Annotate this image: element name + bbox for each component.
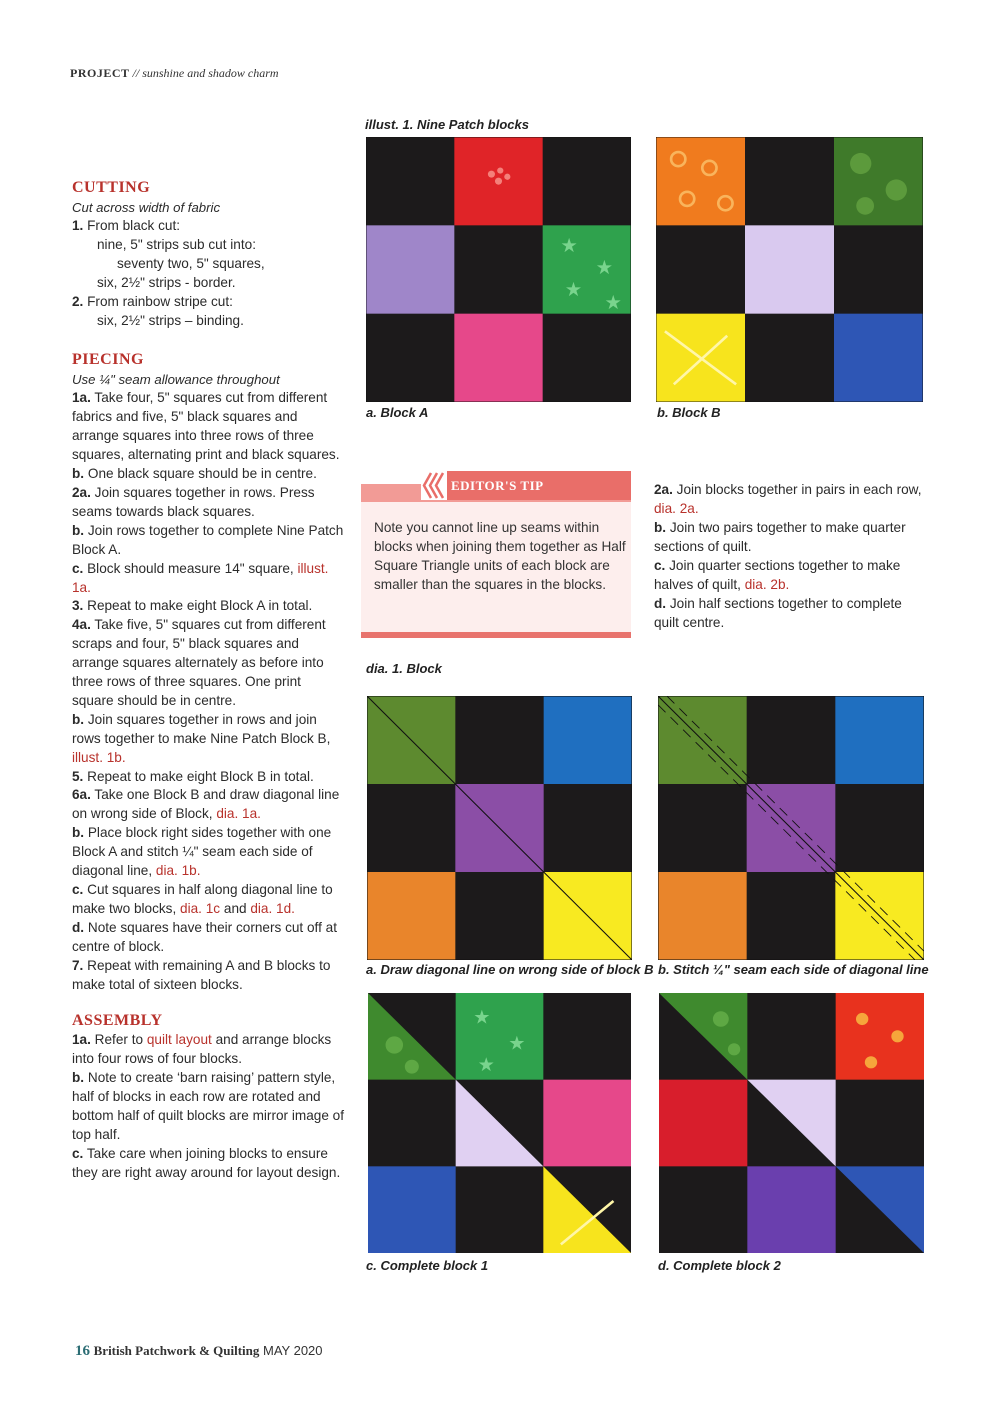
caption-block-b: b. Block B — [657, 405, 721, 420]
assembly-step: d. Join half sections together to complete quilt centre. — [654, 596, 902, 630]
assembly-heading: ASSEMBLY — [72, 1012, 163, 1030]
magazine-name: British Patchwork & Quilting — [93, 1343, 260, 1358]
svg-text:★ — [508, 1033, 525, 1054]
dia-1d-illustration — [659, 993, 924, 1253]
dia-1-title: dia. 1. Block — [366, 661, 442, 676]
piecing-step: 7. Repeat with remaining A and B blocks to make total of sixteen blocks. — [72, 957, 331, 992]
editors-tip-label: EDITOR'S TIP — [421, 471, 631, 500]
caption-block-a: a. Block A — [366, 405, 429, 420]
svg-text:★ — [605, 292, 622, 314]
project-label: PROJECT — [70, 66, 130, 80]
project-title: sunshine and shadow charm — [142, 66, 279, 80]
ref-dia-1c: dia. 1c — [180, 900, 221, 916]
svg-text:★ — [478, 1055, 495, 1076]
caption-dia-1b: b. Stitch ¼" seam each side of diagonal line — [658, 962, 929, 977]
svg-text:★ — [473, 1007, 490, 1028]
assembly-step: b. Note to create ‘barn raising’ pattern style, half of blocks in each row are rotated and bottom half of quilt blocks are mirror image of top half. — [72, 1070, 344, 1142]
cutting-note: Cut across width of fabric — [72, 200, 221, 215]
piecing-step: c. Cut squares in half along diagonal line to make two blocks, dia. 1c and dia. 1d. — [72, 882, 333, 916]
ref-dia-1b: dia. 1b. — [155, 863, 201, 879]
svg-text:★ — [565, 279, 582, 301]
piecing-step: 4a. Take five, 5" squares cut from different scraps and four, 5" black squares and arrange squares alternately as before into three rows of three squares. One print square should be in centre. — [72, 617, 326, 708]
dia-1c-illustration — [368, 993, 631, 1253]
caption-dia-1a: a. Draw diagonal line on wrong side of block B — [366, 962, 654, 977]
dia-1a-illustration — [367, 696, 632, 960]
ref-illust-1b: illust. 1b. — [72, 749, 126, 765]
page-number: 16 — [75, 1343, 90, 1359]
issue-date: MAY 2020 — [263, 1343, 323, 1358]
ref-illust-1a: illust. 1a. — [72, 560, 329, 595]
piecing-note: Use ¼" seam allowance throughout — [72, 372, 280, 388]
assembly-step: 2a. Join blocks together in pairs in each row, dia. 2a. — [654, 482, 922, 516]
piecing-step: 2a. Join squares together in rows. Press seams towards black squares. — [72, 484, 315, 519]
assembly-step: 1a. Refer to quilt layout and arrange blocks into four rows of four blocks. — [72, 1032, 332, 1067]
caption-dia-1d: d. Complete block 2 — [658, 1258, 781, 1273]
page-footer — [75, 1343, 323, 1360]
chevron-icon — [421, 471, 447, 500]
piecing-step: c. Block should measure 14" square, illust. 1a. — [72, 560, 329, 595]
illust-1-title: illust. 1. Nine Patch blocks — [365, 117, 529, 132]
assembly-step: c. Take care when joining blocks to ensure they are right away around for layout design. — [72, 1145, 341, 1180]
piecing-step: 1a. Take four, 5" squares cut from different fabrics and five, 5" black squares and arrange squares into three rows of three squares, alternating print and black squares. — [72, 390, 340, 463]
cutting-step-2: 2. From rainbow stripe cut: — [72, 293, 233, 309]
ref-dia-1d: dia. 1d. — [250, 900, 295, 916]
svg-text:★ — [560, 235, 577, 257]
piecing-step: d. Note squares have their corners cut off at centre of block. — [72, 919, 337, 954]
piecing-step: b. Join rows together to complete Nine Patch Block A. — [72, 522, 344, 557]
piecing-step: b. Join squares together in rows and join rows together to make Nine Patch Block B, illust. 1b. — [72, 711, 331, 765]
svg-text:★ — [596, 257, 613, 279]
piecing-step: 3. Repeat to make eight Block A in total. — [72, 598, 313, 614]
running-header: PROJECT // sunshine and shadow charm — [70, 66, 279, 80]
cutting-step-1: 1. From black cut: — [72, 218, 181, 233]
piecing-heading: PIECING — [72, 351, 144, 369]
ref-dia-1a: dia. 1a. — [216, 806, 261, 822]
piecing-step: 5. Repeat to make eight Block B in total. — [72, 768, 314, 784]
block-b-illustration — [656, 137, 923, 402]
caption-dia-1c: c. Complete block 1 — [366, 1258, 489, 1273]
dia-1b-illustration — [658, 696, 924, 960]
piecing-step: b. Place block right sides together with one Block A and stitch ¼" seam each side of diagonal line, dia. 1b. — [72, 825, 332, 879]
cutting-heading: CUTTING — [72, 179, 151, 196]
block-a-illustration — [366, 137, 631, 402]
piecing-step: b. One black square should be in centre. — [72, 466, 317, 482]
assembly-step: b. Join two pairs together to make quarter sections of quilt. — [654, 520, 906, 554]
instructions-column: CUTTING Cut across width of fabric 1. From black cut: nine, 5" strips sub cut into: seventy two, 5" squares, six, 2½" strips - border. 2. From rainbow stripe cut: six, 2½" strips – binding. PIECING Use ¼" seam allowance throughout 1a. Take four, 5" squares cut from different fabrics and five, 5" black squares and arrange squares into three rows of three squares, alternating print and black squares. b. One black square should be in centre. 2a. Join squares together in rows. Press seams towards black squares. b. Join rows together to complete Nine Patch Block A. c. Block should measure 14" square, illust. 1a. 3. Repeat to make eight Block A in total. 4a. Take five, 5" squares cut from different scraps and four, 5" black squares and arrange squares alternately as before into three rows of three squares. One print square should be in centre. b. Join squares together in rows and join rows together to make Nine Patch Block B, illust. 1b. 5. Repeat to make eight Block B in total. 6a. Take one Block B and draw diagonal line on wrong side of Block, dia. 1a. b. Place block right sides together with one Block A and stitch ¼" seam each side of diagonal line, dia. 1b. c. Cut squares in half along diagonal line to make two blocks, dia. 1c and dia. 1d. d. Note squares have their corners cut off at centre of block. 7. Repeat with remaining A and B blocks to make total of sixteen blocks. ASSEMBLY 1a. Refer to quilt layout and arrange blocks into four rows of four blocks. b. Note to create ‘barn raising’ pattern style, half of blocks in each row are rotated and bottom half of quilt blocks are mirror image of top half. c. Take care when joining blocks to ensure they are right away around for layout design. — [72, 178, 344, 1183]
ref-quilt-layout: quilt layout — [146, 1032, 212, 1048]
assembly-step: c. Join quarter sections together to make halves of quilt, dia. 2b. — [654, 558, 901, 592]
editors-tip-text: Note you cannot line up seams within blocks when joining them together as Half Square Triangle units of each block are smaller than the squares in the blocks. — [374, 520, 626, 592]
assembly-continued — [654, 480, 929, 632]
ref-dia-2b: dia. 2b. — [744, 577, 790, 592]
ref-dia-2a: dia. 2a. — [654, 501, 699, 516]
piecing-step: 6a. Take one Block B and draw diagonal line on wrong side of Block, dia. 1a. — [72, 787, 340, 822]
